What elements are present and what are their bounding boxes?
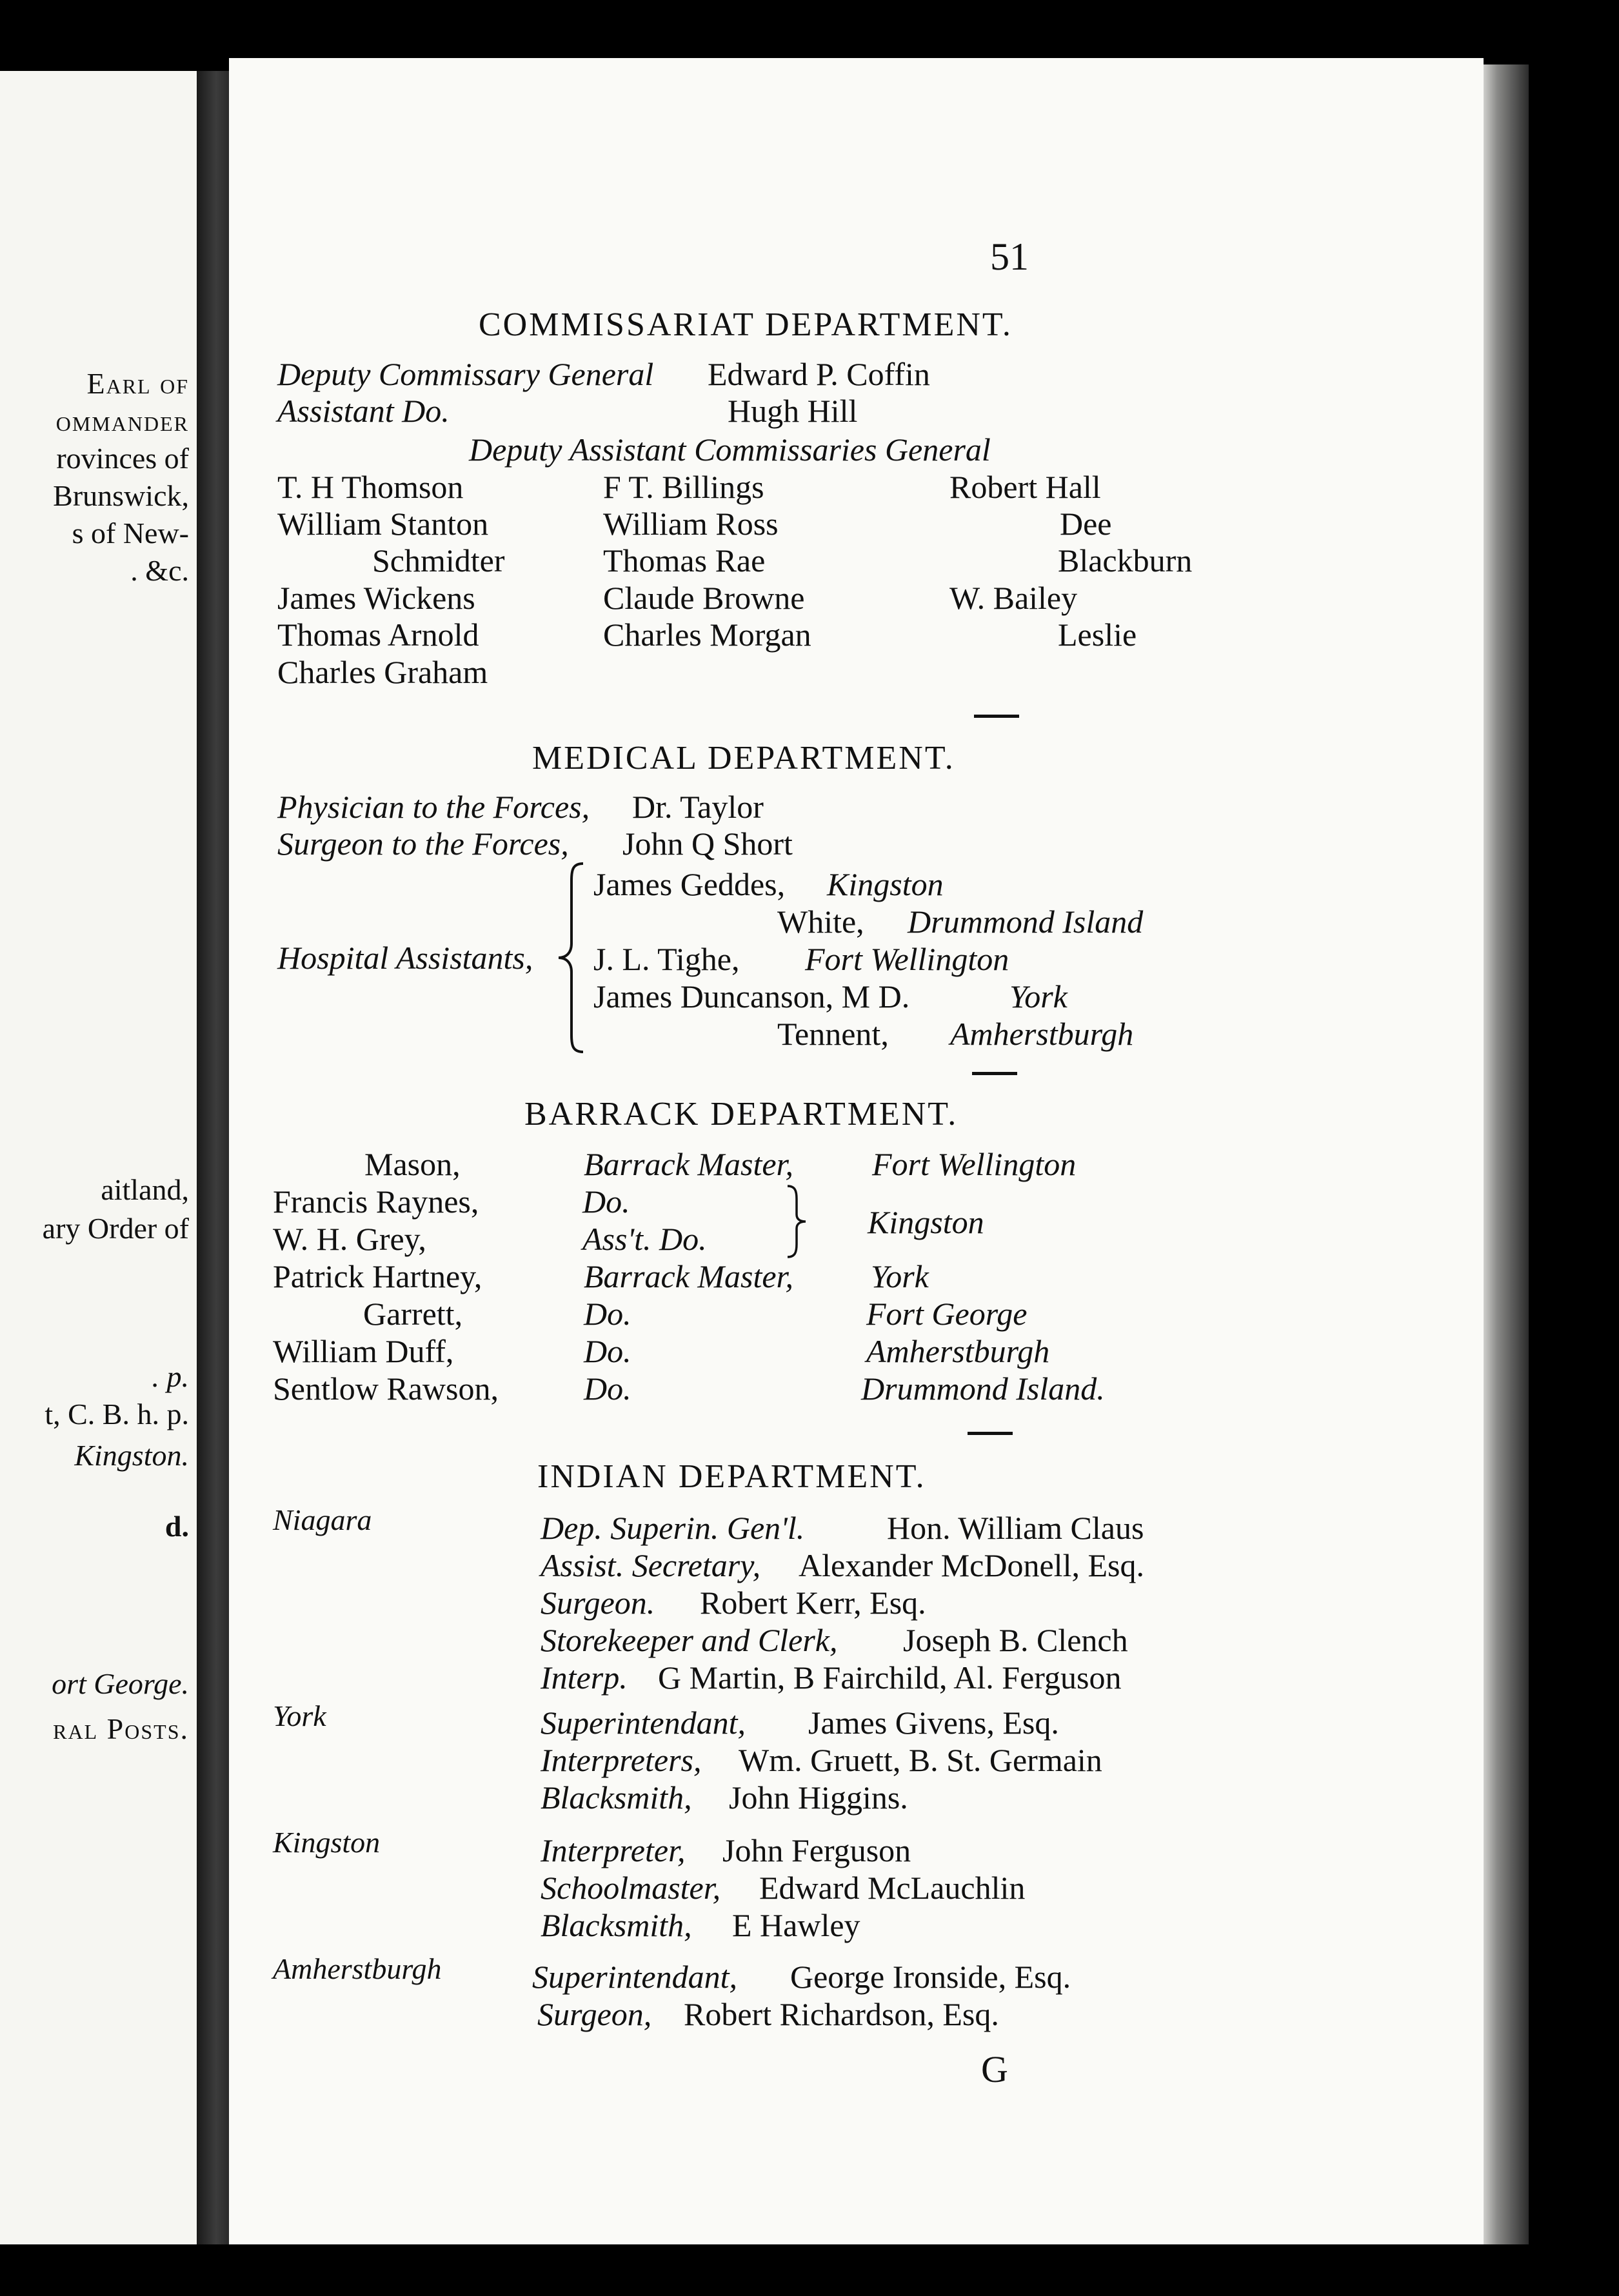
barrack-place: Fort George <box>866 1296 1028 1332</box>
hospital-assistant-name: James Duncanson, M D. <box>593 978 910 1014</box>
left-fragment: rovinces of <box>56 442 189 475</box>
barrack-place: Amherstburgh <box>866 1333 1050 1369</box>
barrack-role: Barrack Master, <box>584 1146 793 1182</box>
indian-names: G Martin, B Fairchild, Al. Ferguson <box>658 1659 1122 1696</box>
commissary-name: T. H Thomson <box>277 469 464 505</box>
barrack-role: Do. <box>584 1296 631 1332</box>
indian-role: Interpreters, <box>541 1742 702 1778</box>
page-edge <box>1484 64 1529 2244</box>
left-fragment: . p. <box>152 1360 189 1393</box>
page-number: 51 <box>990 235 1029 278</box>
indian-role: Surgeon, <box>537 1996 652 2032</box>
section-rule <box>974 715 1019 718</box>
commissary-name: Charles Graham <box>277 654 488 690</box>
commissary-name: Charles Morgan <box>603 617 811 653</box>
left-facing-page <box>0 71 197 2244</box>
barrack-name: Garrett, <box>363 1296 463 1332</box>
indian-names: Robert Kerr, Esq. <box>700 1585 926 1621</box>
indian-names: John Higgins. <box>729 1779 908 1816</box>
assistant-title: Assistant Do. <box>277 393 450 429</box>
hospital-assistant-name: J. L. Tighe, <box>593 941 740 977</box>
left-fragment: Earl of <box>86 367 189 400</box>
indian-role: Superintendant, <box>541 1705 746 1741</box>
indian-names: Edward McLauchlin <box>759 1870 1026 1906</box>
left-fragment: Brunswick, <box>53 479 189 512</box>
hospital-assistant-name: James Geddes, <box>593 866 786 902</box>
indian-names: Robert Richardson, Esq. <box>684 1996 999 2032</box>
left-fragment: aitland, <box>101 1173 189 1206</box>
commissary-name: W. Bailey <box>949 580 1078 616</box>
surgeon-name: John Q Short <box>622 826 793 862</box>
indian-names: Alexander McDonell, Esq. <box>799 1547 1144 1583</box>
book-gutter <box>197 71 229 2244</box>
barrack-name: Francis Raynes, <box>273 1183 479 1220</box>
indian-role: Storekeeper and Clerk, <box>541 1622 838 1658</box>
indian-role: Surgeon. <box>541 1585 655 1621</box>
barrack-name: Sentlow Rawson, <box>273 1371 499 1407</box>
kingston-label: Kingston <box>868 1204 984 1240</box>
hospital-assistants-label: Hospital Assistants, <box>277 940 533 976</box>
indian-names: Hon. William Claus <box>887 1510 1144 1546</box>
indian-names: George Ironside, Esq. <box>790 1959 1071 1995</box>
barrack-name: W. H. Grey, <box>273 1221 426 1257</box>
commissary-name: F T. Billings <box>603 469 764 505</box>
hospital-assistants-brace <box>555 861 587 1054</box>
left-fragment: ommander <box>55 404 189 437</box>
indian-names: Wm. Gruett, B. St. Germain <box>739 1742 1102 1778</box>
commissary-name: Claude Browne <box>603 580 805 616</box>
medical-heading: MEDICAL DEPARTMENT. <box>532 740 955 777</box>
commissary-name: Robert Hall <box>949 469 1101 505</box>
indian-role: Superintendant, <box>532 1959 738 1995</box>
left-fragment: . &c. <box>130 554 189 587</box>
indian-heading: INDIAN DEPARTMENT. <box>537 1458 926 1495</box>
commissariat-heading: COMMISSARIAT DEPARTMENT. <box>479 306 1013 343</box>
indian-role: Schoolmaster, <box>541 1870 721 1906</box>
left-fragment: d. <box>164 1510 189 1543</box>
hospital-assistant-name: White, <box>777 904 864 940</box>
kingston-brace <box>784 1183 810 1260</box>
indian-names: James Givens, Esq. <box>808 1705 1059 1741</box>
left-fragment: ort George. <box>52 1667 189 1700</box>
barrack-heading: BARRACK DEPARTMENT. <box>524 1096 958 1133</box>
commissary-name: Thomas Arnold <box>277 617 479 653</box>
commissary-name: William Ross <box>603 506 779 542</box>
commissary-name: Dee <box>1060 506 1112 542</box>
indian-role: Interp. <box>541 1659 628 1696</box>
indian-post-place: Niagara <box>273 1503 372 1536</box>
barrack-place: Drummond Island. <box>861 1371 1105 1407</box>
barrack-role: Barrack Master, <box>584 1258 793 1294</box>
commissary-name: James Wickens <box>277 580 475 616</box>
commissary-name: Schmidter <box>372 542 505 579</box>
surgeon-title: Surgeon to the Forces, <box>277 826 569 862</box>
commissary-name: Thomas Rae <box>603 542 766 579</box>
indian-post-place: York <box>273 1699 326 1732</box>
commissary-name: Blackburn <box>1058 542 1193 579</box>
barrack-role: Do. <box>584 1371 631 1407</box>
hospital-assistant-place: York <box>1009 978 1068 1014</box>
assistant-name: Hugh Hill <box>728 393 858 429</box>
hospital-assistant-place: Fort Wellington <box>805 941 1009 977</box>
indian-post-place: Amherstburgh <box>273 1952 442 1985</box>
commissary-name: Leslie <box>1058 617 1137 653</box>
section-rule <box>972 1072 1017 1075</box>
indian-post-place: Kingston <box>273 1826 381 1859</box>
physician-name: Dr. Taylor <box>632 789 764 825</box>
barrack-role: Do. <box>582 1183 630 1220</box>
commissary-name: William Stanton <box>277 506 489 542</box>
indian-role: Blacksmith, <box>541 1907 692 1943</box>
deputy-commissary-general-name: Edward P. Coffin <box>708 356 930 392</box>
section-rule <box>968 1432 1013 1435</box>
deputy-commissary-general-title: Deputy Commissary General <box>277 356 654 392</box>
indian-names: John Ferguson <box>722 1832 911 1868</box>
barrack-name: William Duff, <box>273 1333 454 1369</box>
indian-role: Assist. Secretary, <box>541 1547 761 1583</box>
physician-title: Physician to the Forces, <box>277 789 590 825</box>
indian-role: Blacksmith, <box>541 1779 692 1816</box>
left-fragment: Kingston. <box>74 1439 189 1472</box>
hospital-assistant-name: Tennent, <box>777 1016 889 1052</box>
indian-role: Interpreter, <box>541 1832 686 1868</box>
indian-names: E Hawley <box>732 1907 860 1943</box>
indian-names: Joseph B. Clench <box>903 1622 1128 1658</box>
barrack-role: Ass't. Do. <box>582 1221 707 1257</box>
indian-role: Dep. Superin. Gen'l. <box>541 1510 805 1546</box>
hospital-assistant-place: Drummond Island <box>908 904 1144 940</box>
hospital-assistant-place: Amherstburgh <box>950 1016 1134 1052</box>
barrack-name: Patrick Hartney, <box>273 1258 482 1294</box>
left-fragment: t, C. B. h. p. <box>45 1398 189 1430</box>
barrack-place: Fort Wellington <box>872 1146 1077 1182</box>
hospital-assistant-place: Kingston <box>827 866 944 902</box>
barrack-place: York <box>871 1258 929 1294</box>
left-fragment: s of New- <box>72 517 189 549</box>
signature-mark: G <box>981 2048 1008 2090</box>
barrack-name: Mason, <box>364 1146 461 1182</box>
left-fragment: ary Order of <box>42 1212 189 1245</box>
barrack-role: Do. <box>584 1333 631 1369</box>
book-page <box>229 58 1484 2244</box>
deputy-assistant-heading: Deputy Assistant Commissaries General <box>469 431 991 468</box>
left-fragment: ral Posts. <box>53 1712 189 1745</box>
